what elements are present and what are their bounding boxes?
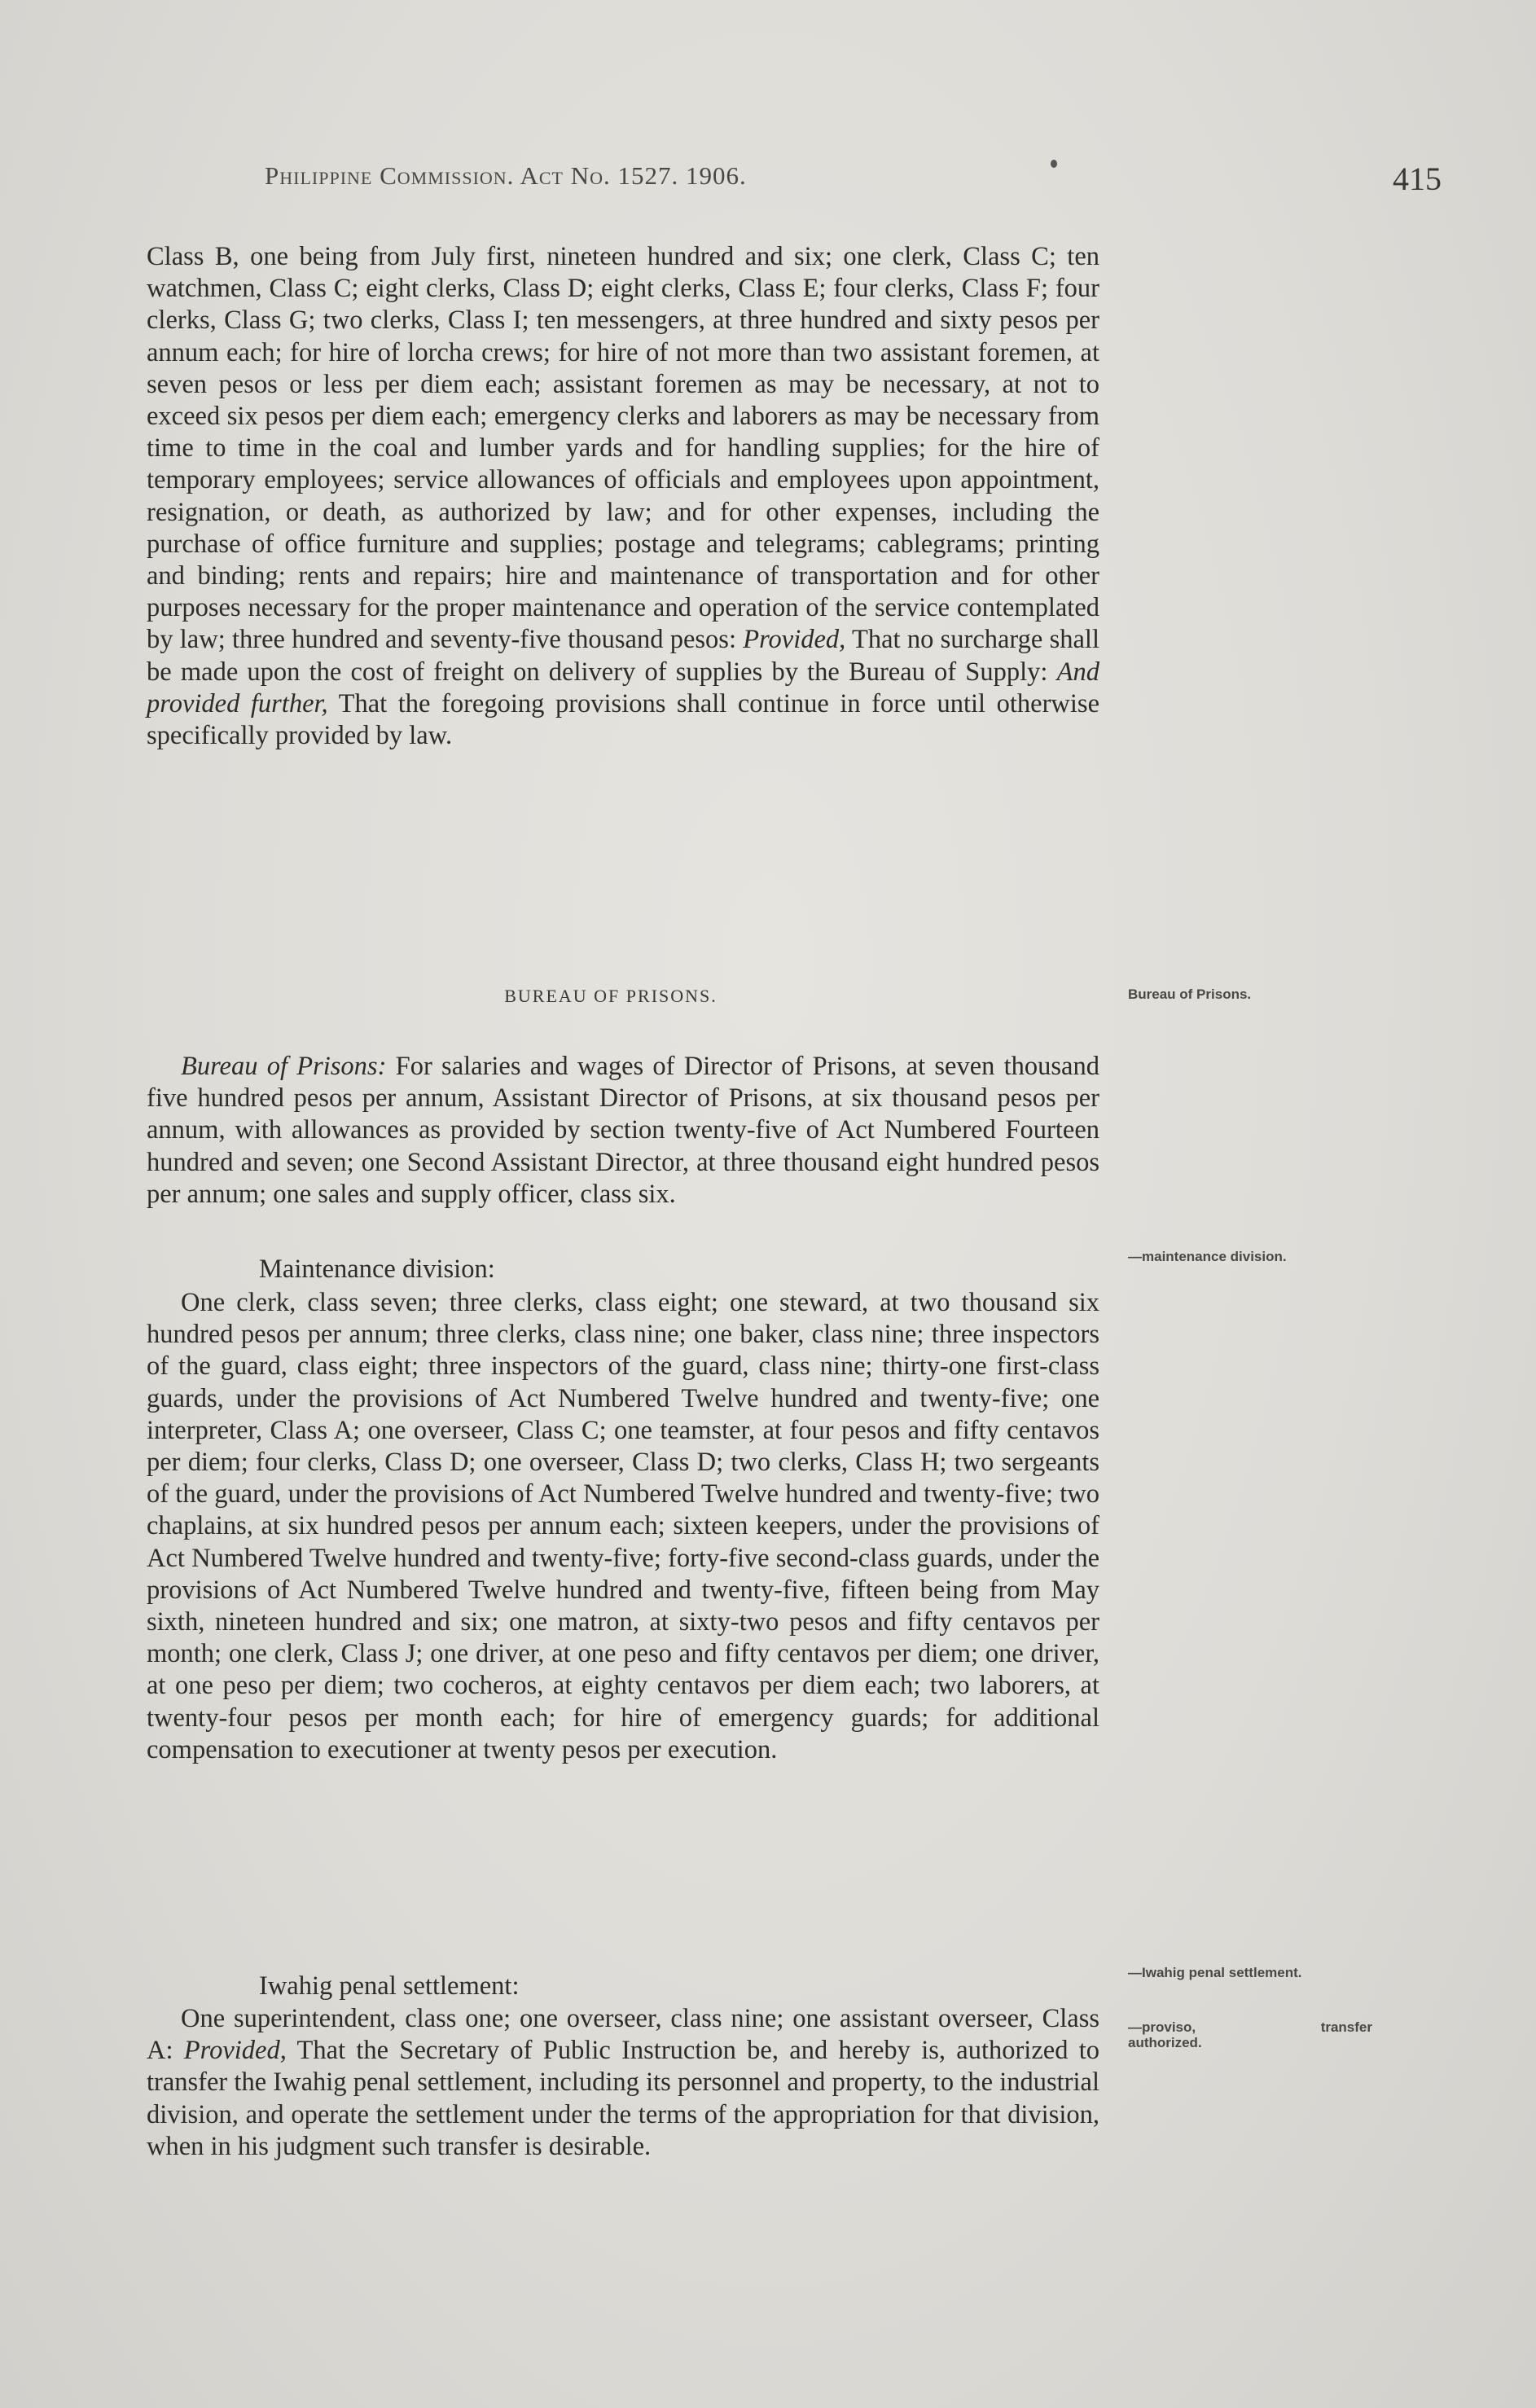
section-heading: BUREAU OF PRISONS. (504, 986, 718, 1006)
paragraph-iwahig (147, 2003, 1099, 2163)
proviso-italic: And provided further, (147, 657, 1099, 718)
running-head: Philippine Commission. Act No. 1527. 1906. (265, 161, 747, 190)
paragraph-text: That no surcharge shall be made upon the cost of freight on delivery of supplies by the Bureau of Supply: (147, 625, 1099, 687)
paragraph-text: That the foregoing provisions shall continue in force until otherwise specifically provided by law. (147, 688, 1099, 751)
page-number: 415 (1393, 160, 1442, 197)
paragraph-lead-italic: Bureau of Prisons: (181, 1052, 387, 1081)
iwahig-heading: Iwahig penal settlement: (259, 1971, 520, 2001)
paragraph-text: Class B, one being from July first, nineteen hundred and six; one clerk, Class C; ten watchmen, Class C; eight clerks, Class D; eight clerks, Class E; four clerks, Class F; four clerks, Class G; two clerks, Class I; ten messengers, at three hundred and sixty pesos per annum each; for hire of lorcha crews; for hire of not more than two assistant foremen, at seven pesos or less per diem each; assistant foremen as may be necessary, at not to exceed six pesos per diem each; emergency clerks and laborers as may be necessary from time to time in the coal and lumber yards and for handling supplies; for the hire of temporary employees; service allowances of officials and employees upon appointment, resignation, or death, as authorized by law; and for other expenses, including the purchase of office furniture and supplies; postage and telegrams; cablegrams; printing and binding; rents and repairs; hire and maintenance of transportation and for other purposes necessary for the proper maintenance and operation of the service contemplated by law; three hundred and seventy-five thousand pesos: (147, 242, 1099, 655)
paragraph-text: One superintendent, class one; one overseer, class nine; one assistant overseer, Class A: (147, 2004, 1099, 2066)
margin-note-iwahig: —Iwahig penal settlement. (1128, 1965, 1302, 1980)
paragraph-supply-appropriation (147, 241, 1099, 752)
margin-note-proviso-a: —proviso, (1128, 2019, 1196, 2035)
proviso-italic: Provided, (743, 625, 846, 655)
paragraph-bureau-prisons (147, 1051, 1099, 1211)
maintenance-heading: Maintenance division: (259, 1255, 495, 1284)
printer-dot (1051, 160, 1057, 168)
margin-note-proviso-c: authorized. (1128, 2035, 1202, 2050)
paragraph-text: For salaries and wages of Director of Prisons, at seven thousand five hundred pesos per annum, Assistant Director of Prisons, at six thousand pesos per annum, with allowances as provided by section twenty-five of Act Numbered Fourteen hundred and seven; one Second Assistant Director, at three thousand eight hundred pesos per annum; one sales and supply officer, class six. (147, 1052, 1099, 1209)
paragraph-text: That the Secretary of Public Instruction be, and hereby is, authorized to transfer the Iwahig penal settlement, including its personnel and property, to the industrial division, and operate the settlement under the terms of the appropriation for that division, when in his judgment such transfer is desirable. (147, 2036, 1100, 2161)
margin-note-proviso (1128, 2019, 1372, 2050)
paragraph-maintenance: One clerk, class seven; three clerks, class eight; one steward, at two thousand six hundred pesos per annum; three clerks, class nine; one baker, class nine; three inspectors of the guard, class eight; three inspectors of the guard, class nine; thirty-one first-class guards, under the provisions of Act Numbered Twelve hundred and twenty-five; one interpreter, Class A; one overseer, Class C; one teamster, at four pesos and fifty centavos per diem; four clerks, Class D; one overseer, Class D; two clerks, Class H; two sergeants of the guard, under the provisions of Act Numbered Twelve hundred and twenty-five; two chaplains, at six hundred pesos per annum each; sixteen keepers, under the provisions of Act Numbered Twelve hundred and twenty-five; forty-five second-class guards, under the provisions of Act Numbered Twelve hundred and twenty-five, fifteen being from May sixth, nineteen hundred and six; one matron, at sixty-two pesos and fifty centavos per month; one clerk, Class J; one driver, at one peso and fifty centavos per diem; one driver, at one peso per diem; two cocheros, at eighty centavos per diem each; two laborers, at twenty-four pesos per month each; for hire of emergency guards; for additional compensation to executioner at twenty pesos per execution. (147, 1288, 1099, 1764)
proviso-italic: Provided, (183, 2036, 287, 2066)
margin-note-proviso-b: transfer (1320, 2019, 1372, 2035)
margin-note-maintenance: —maintenance division. (1128, 1249, 1287, 1264)
margin-note-bureau: Bureau of Prisons. (1128, 986, 1252, 1002)
